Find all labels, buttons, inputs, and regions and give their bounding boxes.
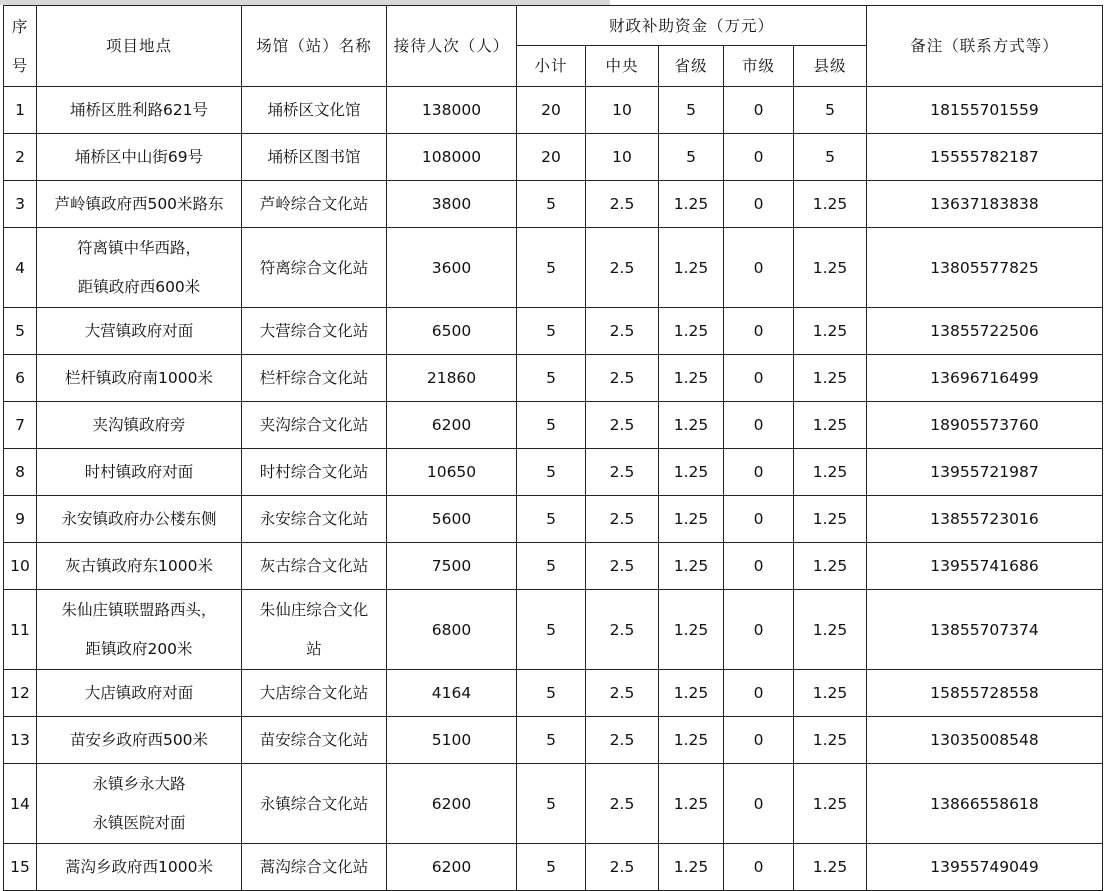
cell-venue-line: 芦岭综合文化站 — [259, 195, 369, 213]
cell-no: 13 — [4, 717, 37, 764]
cell-location-line: 夹沟镇政府旁 — [92, 416, 186, 434]
cell-city: 0 — [724, 228, 794, 308]
cell-no: 12 — [4, 670, 37, 717]
cell-remark: 13855722506 — [867, 308, 1103, 355]
cell-remark: 13955741686 — [867, 543, 1103, 590]
cell-location-line: 时村镇政府对面 — [84, 463, 194, 481]
cell-location — [37, 402, 242, 449]
cell-county: 1.25 — [794, 717, 867, 764]
cell-city: 0 — [724, 717, 794, 764]
cell-venue-line: 蒿沟综合文化站 — [259, 858, 369, 876]
cell-location — [37, 308, 242, 355]
cell-remark: 13637183838 — [867, 181, 1103, 228]
cell-visitors: 6200 — [387, 402, 517, 449]
cell-location — [37, 717, 242, 764]
cell-province: 1.25 — [659, 402, 724, 449]
table-row — [4, 670, 1103, 717]
table-row — [4, 181, 1103, 228]
cell-location — [37, 590, 242, 670]
cell-no: 3 — [4, 181, 37, 228]
cell-venue — [242, 717, 387, 764]
cell-venue — [242, 764, 387, 844]
cell-location-line: 蒿沟乡政府西1000米 — [65, 858, 213, 876]
cell-province: 1.25 — [659, 764, 724, 844]
cell-county: 1.25 — [794, 670, 867, 717]
cell-venue-line: 夹沟综合文化站 — [259, 416, 369, 434]
cell-venue-line: 永安综合文化站 — [259, 510, 369, 528]
cell-visitors: 10650 — [387, 449, 517, 496]
header-central: 中央 — [586, 46, 659, 87]
cell-central: 2.5 — [586, 670, 659, 717]
cell-subtotal: 5 — [517, 670, 586, 717]
cell-province: 1.25 — [659, 355, 724, 402]
cell-location-line: 永镇乡永大路 — [92, 775, 186, 793]
cell-province: 1.25 — [659, 181, 724, 228]
cell-no: 4 — [4, 228, 37, 308]
cell-city: 0 — [724, 308, 794, 355]
cell-province: 1.25 — [659, 590, 724, 670]
cell-remark: 13866558618 — [867, 764, 1103, 844]
cell-venue — [242, 670, 387, 717]
cell-location-line: 永镇医院对面 — [92, 814, 186, 832]
cell-visitors: 5100 — [387, 717, 517, 764]
cell-venue — [242, 308, 387, 355]
cell-county: 1.25 — [794, 355, 867, 402]
cell-no: 11 — [4, 590, 37, 670]
cell-central: 2.5 — [586, 543, 659, 590]
cell-venue — [242, 496, 387, 543]
cell-remark: 15555782187 — [867, 134, 1103, 181]
header-city: 市级 — [724, 46, 794, 87]
cell-venue-line: 苗安综合文化站 — [259, 731, 369, 749]
cell-county: 1.25 — [794, 543, 867, 590]
cell-central: 10 — [586, 87, 659, 134]
cell-subtotal: 20 — [517, 134, 586, 181]
cell-visitors: 4164 — [387, 670, 517, 717]
cell-location — [37, 449, 242, 496]
table-row — [4, 764, 1103, 844]
cell-subtotal: 5 — [517, 543, 586, 590]
cell-subtotal: 5 — [517, 844, 586, 891]
cell-subtotal: 5 — [517, 764, 586, 844]
cell-county: 5 — [794, 87, 867, 134]
cell-city: 0 — [724, 496, 794, 543]
header-subtotal: 小计 — [517, 46, 586, 87]
cell-location-line: 大店镇政府对面 — [84, 684, 194, 702]
cell-city: 0 — [724, 844, 794, 891]
table-row — [4, 134, 1103, 181]
cell-subtotal: 5 — [517, 402, 586, 449]
cell-venue-line: 站 — [306, 640, 322, 658]
cell-county: 1.25 — [794, 844, 867, 891]
cell-no: 5 — [4, 308, 37, 355]
cell-remark: 13035008548 — [867, 717, 1103, 764]
cell-county: 1.25 — [794, 764, 867, 844]
cell-no: 1 — [4, 87, 37, 134]
cell-province: 1.25 — [659, 308, 724, 355]
cell-subtotal: 5 — [517, 717, 586, 764]
cell-subtotal: 5 — [517, 590, 586, 670]
cell-venue-line: 灰古综合文化站 — [259, 557, 369, 575]
cell-city: 0 — [724, 134, 794, 181]
cell-subtotal: 5 — [517, 181, 586, 228]
cell-central: 2.5 — [586, 717, 659, 764]
cell-location — [37, 181, 242, 228]
cell-province: 1.25 — [659, 670, 724, 717]
cell-location — [37, 670, 242, 717]
cell-subtotal: 5 — [517, 355, 586, 402]
cell-central: 2.5 — [586, 402, 659, 449]
cell-central: 2.5 — [586, 355, 659, 402]
cell-remark: 13855707374 — [867, 590, 1103, 670]
cell-venue-line: 大营综合文化站 — [259, 322, 369, 340]
cell-remark: 18905573760 — [867, 402, 1103, 449]
cell-visitors: 6200 — [387, 764, 517, 844]
header-remark: 备注（联系方式等） — [867, 6, 1103, 87]
cell-venue — [242, 402, 387, 449]
cell-location-line: 埇桥区胜利路621号 — [69, 101, 209, 119]
cell-central: 2.5 — [586, 449, 659, 496]
cell-location-line: 符离镇中华西路， — [76, 239, 201, 257]
header-row-top — [4, 6, 1103, 46]
header-province: 省级 — [659, 46, 724, 87]
cell-county: 1.25 — [794, 181, 867, 228]
cell-visitors: 6500 — [387, 308, 517, 355]
cell-venue-line: 大店综合文化站 — [259, 684, 369, 702]
header-no-line-2: 号 — [11, 56, 29, 75]
table-row — [4, 87, 1103, 134]
cell-location-line: 距镇政府200米 — [85, 640, 193, 658]
cell-city: 0 — [724, 449, 794, 496]
header-county: 县级 — [794, 46, 867, 87]
cell-no: 15 — [4, 844, 37, 891]
cell-venue — [242, 134, 387, 181]
cell-city: 0 — [724, 590, 794, 670]
cell-location-line: 灰古镇政府东1000米 — [65, 557, 213, 575]
cell-venue-line: 朱仙庄综合文化 — [259, 601, 369, 619]
cell-venue — [242, 844, 387, 891]
cell-remark: 13805577825 — [867, 228, 1103, 308]
cell-venue-line: 永镇综合文化站 — [259, 794, 369, 813]
cell-venue — [242, 181, 387, 228]
cell-central: 2.5 — [586, 844, 659, 891]
cell-visitors: 5600 — [387, 496, 517, 543]
cell-central: 2.5 — [586, 181, 659, 228]
cell-remark: 13955721987 — [867, 449, 1103, 496]
cell-no: 6 — [4, 355, 37, 402]
cell-central: 2.5 — [586, 228, 659, 308]
table-row — [4, 355, 1103, 402]
cell-province: 1.25 — [659, 496, 724, 543]
table-row — [4, 308, 1103, 355]
cell-no: 9 — [4, 496, 37, 543]
cell-county: 5 — [794, 134, 867, 181]
cell-visitors: 7500 — [387, 543, 517, 590]
cell-location-line: 苗安乡政府西500米 — [69, 731, 209, 749]
cell-visitors: 21860 — [387, 355, 517, 402]
cell-location — [37, 134, 242, 181]
cell-visitors: 6800 — [387, 590, 517, 670]
cell-venue-line: 埇桥区图书馆 — [267, 148, 361, 166]
cell-visitors: 3600 — [387, 228, 517, 308]
cell-location — [37, 228, 242, 308]
cell-no: 8 — [4, 449, 37, 496]
cell-venue-line: 符离综合文化站 — [259, 258, 369, 277]
cell-subtotal: 5 — [517, 228, 586, 308]
cell-location-line: 芦岭镇政府西500米路东 — [54, 195, 224, 213]
cell-province: 5 — [659, 134, 724, 181]
table-row — [4, 402, 1103, 449]
cell-central: 2.5 — [586, 496, 659, 543]
cell-location — [37, 496, 242, 543]
cell-central: 2.5 — [586, 764, 659, 844]
cell-visitors: 108000 — [387, 134, 517, 181]
cell-subtotal: 5 — [517, 496, 586, 543]
table-row — [4, 449, 1103, 496]
cell-venue-line: 栏杆综合文化站 — [259, 369, 369, 387]
cell-subtotal: 20 — [517, 87, 586, 134]
cell-city: 0 — [724, 402, 794, 449]
cell-location — [37, 355, 242, 402]
cell-location-line: 大营镇政府对面 — [84, 322, 194, 340]
subsidy-table — [3, 5, 1103, 891]
cell-central: 2.5 — [586, 590, 659, 670]
table-row — [4, 228, 1103, 308]
table-row — [4, 543, 1103, 590]
cell-county: 1.25 — [794, 496, 867, 543]
cell-no: 14 — [4, 764, 37, 844]
cell-county: 1.25 — [794, 590, 867, 670]
cell-venue-line: 埇桥区文化馆 — [267, 101, 361, 119]
cell-province: 1.25 — [659, 449, 724, 496]
table-row — [4, 496, 1103, 543]
cell-venue — [242, 590, 387, 670]
cell-venue — [242, 228, 387, 308]
cell-county: 1.25 — [794, 308, 867, 355]
cell-venue — [242, 355, 387, 402]
cell-venue — [242, 543, 387, 590]
cell-location-line: 距镇政府西600米 — [77, 278, 201, 296]
cell-remark: 15855728558 — [867, 670, 1103, 717]
table-row — [4, 717, 1103, 764]
cell-location-line: 埇桥区中山街69号 — [74, 148, 204, 166]
cell-remark: 13955749049 — [867, 844, 1103, 891]
table-row — [4, 590, 1103, 670]
header-visitors: 接待人次（人） — [387, 6, 517, 87]
cell-subtotal: 5 — [517, 308, 586, 355]
cell-county: 1.25 — [794, 228, 867, 308]
cell-location-line: 永安镇政府办公楼东侧 — [61, 510, 217, 528]
cell-venue — [242, 87, 387, 134]
cell-no: 2 — [4, 134, 37, 181]
table-row — [4, 844, 1103, 891]
cell-province: 1.25 — [659, 543, 724, 590]
cell-central: 10 — [586, 134, 659, 181]
cell-city: 0 — [724, 181, 794, 228]
cell-no: 10 — [4, 543, 37, 590]
cell-no: 7 — [4, 402, 37, 449]
header-no-line-1: 序 — [11, 17, 29, 36]
cell-province: 1.25 — [659, 228, 724, 308]
cell-location — [37, 764, 242, 844]
header-funds-group: 财政补助资金（万元） — [517, 6, 867, 46]
header-no — [4, 6, 37, 87]
cell-county: 1.25 — [794, 402, 867, 449]
cell-venue — [242, 449, 387, 496]
cell-visitors: 3800 — [387, 181, 517, 228]
cell-city: 0 — [724, 355, 794, 402]
cell-location-line: 栏杆镇政府南1000米 — [65, 369, 213, 387]
cell-venue-line: 时村综合文化站 — [259, 463, 369, 481]
cell-location — [37, 87, 242, 134]
cell-province: 5 — [659, 87, 724, 134]
cell-location — [37, 844, 242, 891]
cell-province: 1.25 — [659, 844, 724, 891]
cell-visitors: 138000 — [387, 87, 517, 134]
cell-subtotal: 5 — [517, 449, 586, 496]
header-venue: 场馆（站）名称 — [242, 6, 387, 87]
cell-remark: 18155701559 — [867, 87, 1103, 134]
cell-city: 0 — [724, 543, 794, 590]
cell-province: 1.25 — [659, 717, 724, 764]
cell-county: 1.25 — [794, 449, 867, 496]
cell-city: 0 — [724, 764, 794, 844]
cell-remark: 13855723016 — [867, 496, 1103, 543]
cell-location — [37, 543, 242, 590]
header-location: 项目地点 — [37, 6, 242, 87]
cell-remark: 13696716499 — [867, 355, 1103, 402]
cell-city: 0 — [724, 87, 794, 134]
cell-city: 0 — [724, 670, 794, 717]
cell-visitors: 6200 — [387, 844, 517, 891]
cell-location-line: 朱仙庄镇联盟路西头， — [61, 601, 217, 619]
cell-central: 2.5 — [586, 308, 659, 355]
